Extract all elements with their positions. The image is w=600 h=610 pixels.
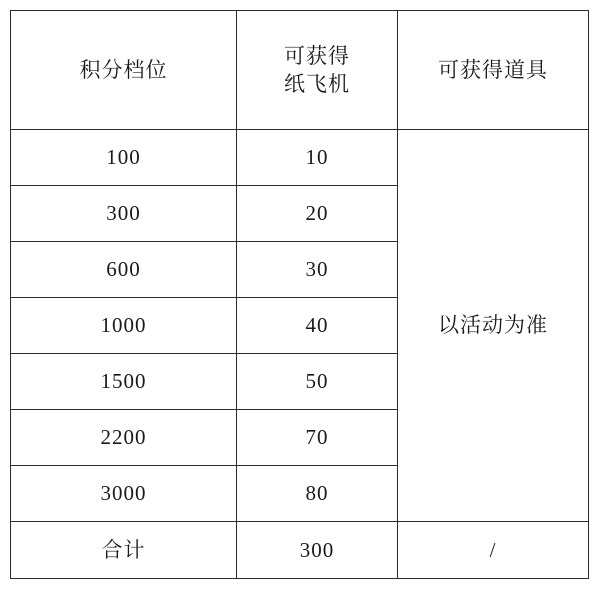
cell-planes: 30 xyxy=(237,242,398,298)
cell-planes: 10 xyxy=(237,130,398,186)
column-header-planes xyxy=(237,11,398,130)
table-total-row xyxy=(11,522,589,579)
cell-total-planes: 300 xyxy=(237,522,398,579)
cell-tier: 1500 xyxy=(11,354,237,410)
cell-total-label: 合计 xyxy=(11,522,237,579)
table-header-row xyxy=(11,11,589,130)
cell-tier: 1000 xyxy=(11,298,237,354)
column-header-planes-line1: 可获得 xyxy=(284,43,350,68)
cell-tier: 2200 xyxy=(11,410,237,466)
cell-tier: 3000 xyxy=(11,466,237,522)
cell-planes: 80 xyxy=(237,466,398,522)
cell-total-items: / xyxy=(398,522,589,579)
cell-planes: 70 xyxy=(237,410,398,466)
cell-tier: 100 xyxy=(11,130,237,186)
column-header-items: 可获得道具 xyxy=(398,11,589,130)
points-reward-table xyxy=(10,10,589,579)
cell-planes: 50 xyxy=(237,354,398,410)
cell-tier: 600 xyxy=(11,242,237,298)
cell-planes: 40 xyxy=(237,298,398,354)
cell-items-merged: 以活动为准 xyxy=(398,130,589,522)
cell-planes: 20 xyxy=(237,186,398,242)
column-header-planes-line2: 纸飞机 xyxy=(284,72,350,96)
column-header-tier: 积分档位 xyxy=(11,11,237,130)
table-row xyxy=(11,130,589,186)
cell-tier: 300 xyxy=(11,186,237,242)
